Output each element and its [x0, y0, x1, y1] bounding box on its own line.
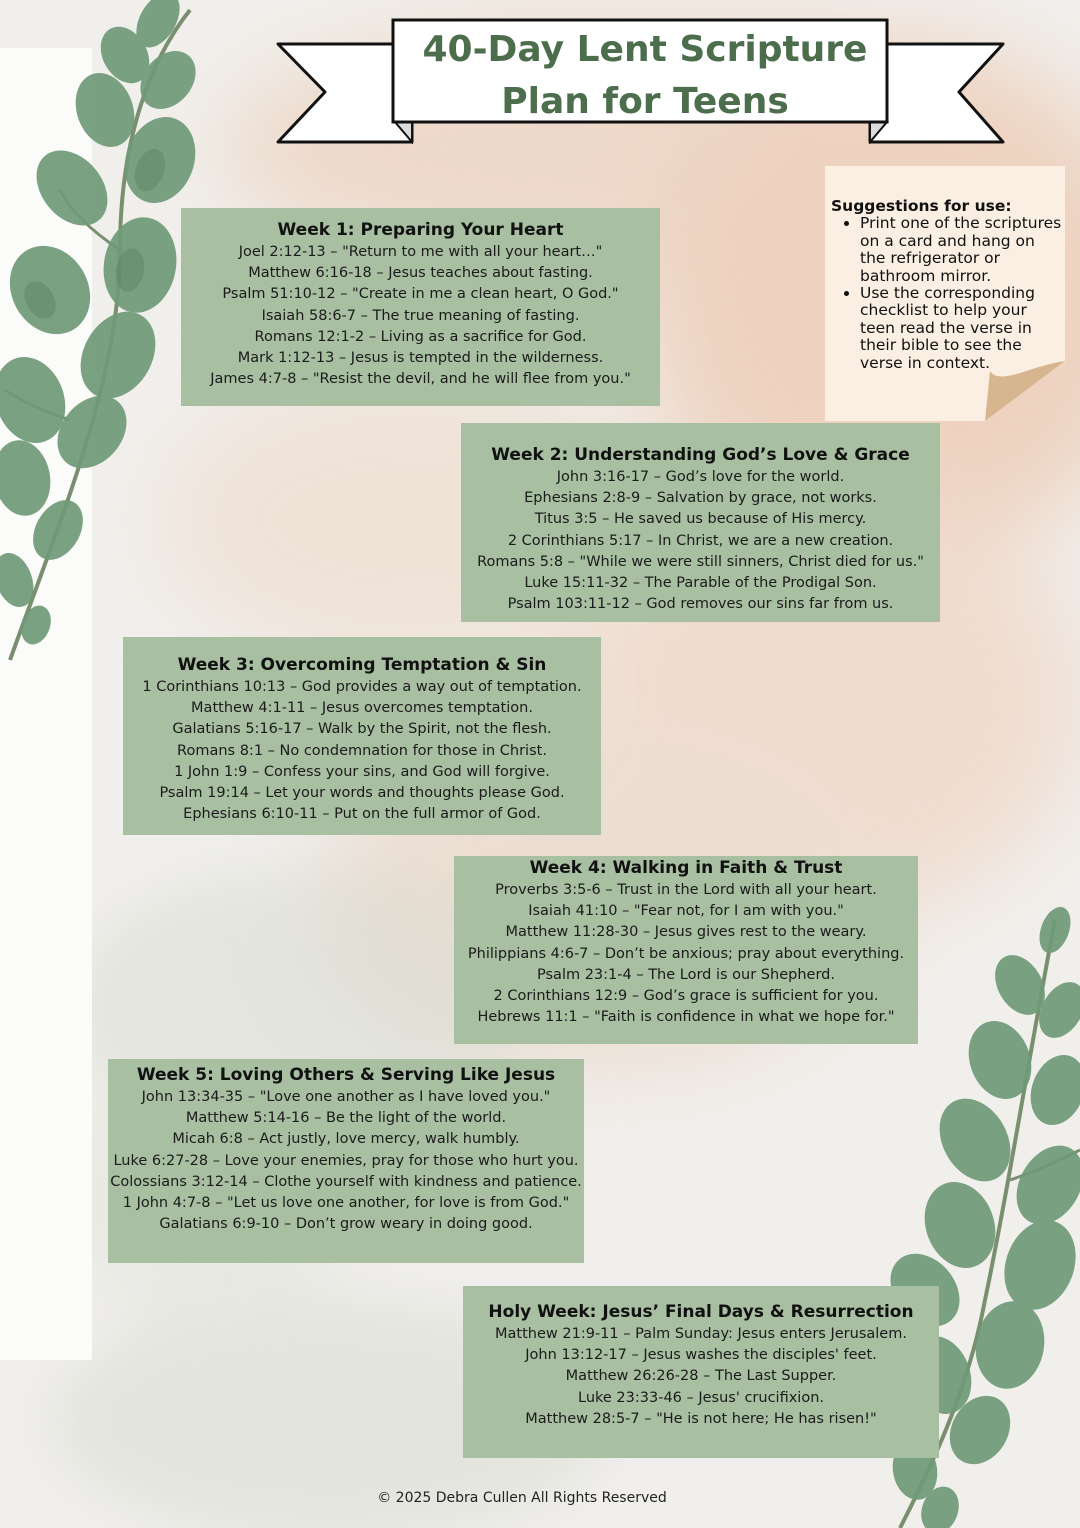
verse-item: Ephesians 6:10-11 – Put on the full armor of God.	[183, 806, 541, 823]
holy-week-box	[463, 1286, 939, 1458]
verse-item: John 13:12-17 – Jesus washes the disciples' feet.	[525, 1347, 877, 1364]
verse-item: Romans 8:1 – No condemnation for those in Christ.	[177, 742, 547, 759]
suggestions-text	[831, 198, 1065, 372]
week-1-title: Week 1: Preparing Your Heart	[277, 220, 564, 240]
verse-item: James 4:7-8 – "Resist the devil, and he will flee from you."	[210, 371, 631, 388]
week-3-verses	[123, 677, 601, 825]
verse-item: Romans 5:8 – "While we were still sinners, Christ died for us."	[477, 553, 924, 570]
verse-item: Psalm 51:10-12 – "Create in me a clean heart, O God."	[222, 286, 619, 303]
week-4-verses	[454, 880, 918, 1028]
verse-item: John 13:34-35 – "Love one another as I have loved you."	[141, 1089, 551, 1105]
verse-item: 2 Corinthians 5:17 – In Christ, we are a new creation.	[507, 532, 894, 549]
verse-item: Hebrews 11:1 – "Faith is confidence in what we hope for."	[477, 1009, 895, 1026]
week-4-title: Week 4: Walking in Faith & Trust	[529, 858, 843, 878]
verse-item: 1 John 4:7-8 – "Let us love one another, for love is from God."	[122, 1195, 570, 1212]
verse-item: Matthew 28:5-7 – "He is not here; He has risen!"	[525, 1410, 877, 1427]
verse-item: Isaiah 58:6-7 – The true meaning of fasting.	[261, 307, 580, 324]
verse-item: Proverbs 3:5-6 – Trust in the Lord with all your heart.	[495, 882, 877, 898]
verse-item: Joel 2:12-13 – "Return to me with all your heart…"	[238, 244, 603, 260]
week-2-box	[461, 423, 940, 622]
verse-item: Titus 3:5 – He saved us because of His mercy.	[534, 511, 867, 528]
page-title-line-1: 40-Day Lent Scripture	[422, 29, 868, 70]
holy-week-title: Holy Week: Jesus’ Final Days & Resurrection	[488, 1302, 914, 1322]
verse-item: Matthew 21:9-11 – Palm Sunday: Jesus enters Jerusalem.	[495, 1326, 907, 1342]
week-5-title: Week 5: Loving Others & Serving Like Jesus	[136, 1065, 556, 1085]
verse-item: Galatians 6:9-10 – Don’t grow weary in doing good.	[159, 1216, 533, 1233]
week-3-title: Week 3: Overcoming Temptation & Sin	[177, 655, 547, 675]
holy-week-verses	[463, 1324, 939, 1430]
title-banner	[275, 18, 1005, 144]
page-title-line-2: Plan for Teens	[501, 81, 789, 122]
verse-item: 1 Corinthians 10:13 – God provides a way out of temptation.	[142, 679, 582, 695]
verse-item: Psalm 103:11-12 – God removes our sins far from us.	[507, 596, 894, 613]
verse-item: John 3:16-17 – God’s love for the world.	[556, 469, 845, 485]
verse-item: Luke 15:11-32 – The Parable of the Prodigal Son.	[524, 575, 877, 592]
verse-item: Mark 1:12-13 – Jesus is tempted in the wilderness.	[237, 350, 604, 367]
week-5-box	[108, 1059, 584, 1263]
suggestions-list	[831, 215, 1065, 372]
verse-item: Psalm 19:14 – Let your words and thoughts please God.	[159, 785, 565, 802]
verse-item: 2 Corinthians 12:9 – God’s grace is sufficient for you.	[493, 988, 879, 1005]
verse-item: Matthew 4:1-11 – Jesus overcomes temptation.	[191, 700, 533, 717]
verse-item: Psalm 23:1-4 – The Lord is our Shepherd.	[537, 966, 835, 983]
verse-item: Luke 6:27-28 – Love your enemies, pray for those who hurt you.	[113, 1152, 579, 1169]
verse-item: Philippians 4:6-7 – Don’t be anxious; pray about everything.	[467, 945, 905, 962]
suggestion-item: • Print one of the scriptures on a card and hang on the refrigerator or bathroom mirror.	[860, 215, 1065, 285]
verse-item: Matthew 26:26-28 – The Last Supper.	[565, 1368, 837, 1385]
verse-item: Romans 12:1-2 – Living as a sacrifice for God.	[254, 328, 587, 345]
verse-item: Matthew 5:14-16 – Be the light of the world.	[185, 1110, 507, 1127]
verse-item: Ephesians 2:8-9 – Salvation by grace, not works.	[524, 490, 877, 507]
verse-item: Micah 6:8 – Act justly, love mercy, walk humbly.	[172, 1131, 520, 1148]
verse-item: Luke 23:33-46 – Jesus' crucifixion.	[578, 1389, 824, 1406]
week-1-verses	[181, 242, 660, 390]
week-5-verses	[108, 1087, 584, 1235]
suggestions-heading: Suggestions for use:	[831, 197, 1012, 215]
week-1-box	[181, 208, 660, 406]
suggestion-item: • Use the corresponding checklist to help your teen read the verse in their bible to see the verse in context.	[860, 285, 1065, 372]
copyright-footer: © 2025 Debra Cullen All Rights Reserved	[377, 1490, 667, 1506]
week-2-verses	[461, 467, 940, 615]
week-3-box	[123, 637, 601, 835]
week-2-title: Week 2: Understanding God’s Love & Grace	[491, 445, 910, 465]
verse-item: Matthew 6:16-18 – Jesus teaches about fasting.	[248, 265, 593, 282]
verse-item: Colossians 3:12-14 – Clothe yourself with kindness and patience.	[110, 1173, 582, 1190]
verse-item: Isaiah 41:10 – "Fear not, for I am with you."	[528, 903, 844, 920]
verse-item: Matthew 11:28-30 – Jesus gives rest to the weary.	[505, 924, 867, 941]
week-4-box	[454, 856, 918, 1044]
verse-item: 1 John 1:9 – Confess your sins, and God will forgive.	[174, 763, 550, 780]
suggestions-note	[825, 166, 1065, 421]
verse-item: Galatians 5:16-17 – Walk by the Spirit, not the flesh.	[172, 721, 552, 738]
page-title	[395, 24, 895, 128]
